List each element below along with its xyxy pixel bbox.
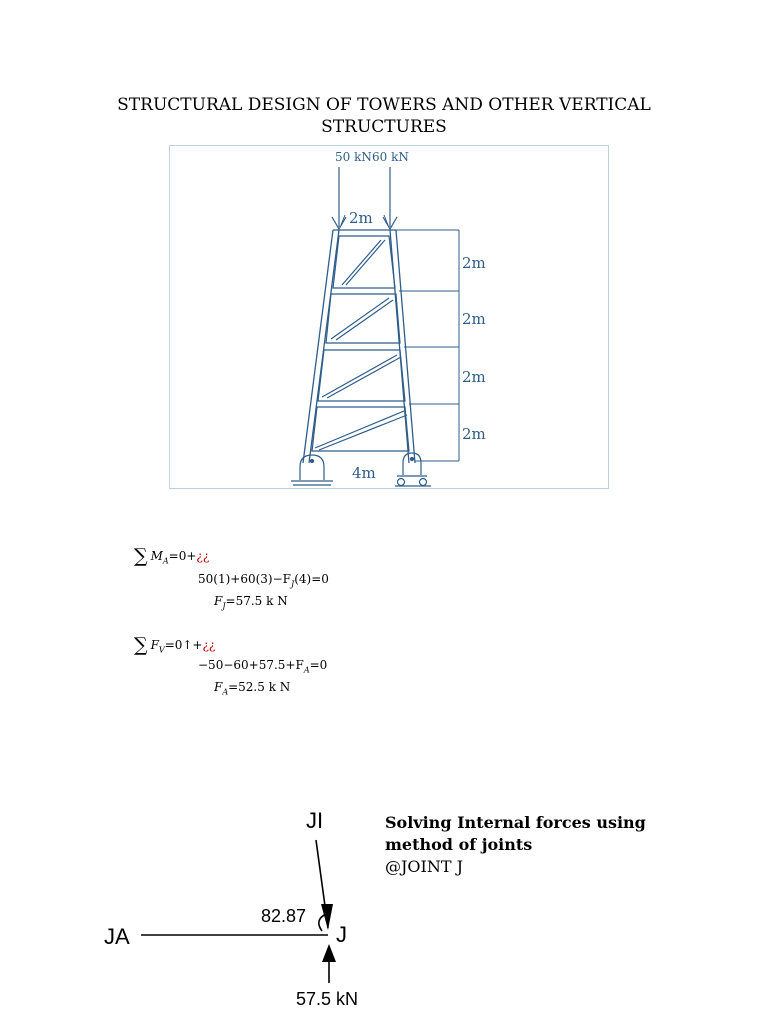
panel-height-label-4: 2m xyxy=(462,425,486,443)
left-support xyxy=(291,455,333,485)
left-leg-inner xyxy=(309,230,339,463)
tower-diagram xyxy=(169,145,609,489)
top-width-label: 2m xyxy=(349,209,373,227)
member-ji-label: JI xyxy=(306,808,324,833)
moment-equation-line-1: $50(1)+60(3)-F_J(4)=0$ xyxy=(198,572,329,589)
panel-height-label-1: 2m xyxy=(462,254,486,272)
joint-svg xyxy=(96,798,376,1024)
panels xyxy=(312,236,409,451)
vertical-equation-line-2: $F_A=52.5$ k N xyxy=(214,680,291,697)
moment-equation-head: ∑ $M_A=0+¿¿$ xyxy=(134,545,210,567)
left-leg-outer xyxy=(303,230,333,463)
joint-j-diagram xyxy=(96,798,376,1024)
moment-equation-line-2: $F_J=57.5$ k N xyxy=(214,594,288,611)
panel-height-label-2: 2m xyxy=(462,310,486,328)
method-heading: Solving Internal forces using method of joints xyxy=(385,813,646,854)
member-ja-label: JA xyxy=(104,924,130,949)
sigma-symbol: ∑ xyxy=(134,545,148,567)
page-title: STRUCTURAL DESIGN OF TOWERS AND OTHER VERTICAL STRUCTURES xyxy=(117,95,651,137)
vertical-equation-head: ∑ $F_V=0↑+¿¿$ xyxy=(134,634,216,656)
right-support xyxy=(395,453,431,486)
load-right-label: 60 kN xyxy=(372,150,409,164)
panel-height-label-3: 2m xyxy=(462,368,486,386)
vertical-equation-line-1: $-50-60+57.5+F_A=0$ xyxy=(198,658,328,675)
load-left-label: 50 kN xyxy=(335,150,372,164)
base-width-label: 4m xyxy=(352,464,376,482)
reaction-label: 57.5 kN xyxy=(296,989,359,1009)
joint-subheading: @JOINT J xyxy=(385,857,464,876)
method-description xyxy=(385,812,685,878)
tower-figure xyxy=(169,145,609,489)
reaction-arrowhead xyxy=(322,944,336,962)
sigma-symbol: ∑ xyxy=(134,634,148,656)
member-ji-arrowhead xyxy=(321,904,333,930)
joint-j-label: J xyxy=(336,922,347,947)
angle-label: 82.87 xyxy=(261,906,307,926)
